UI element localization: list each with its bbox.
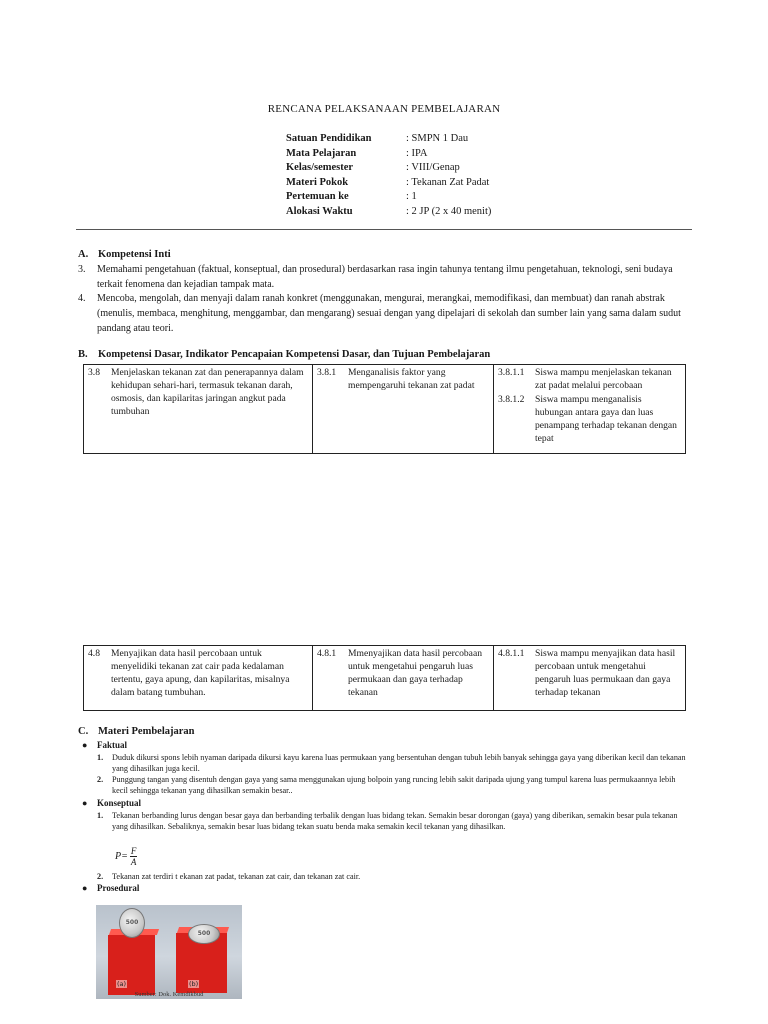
faktual-item-2 [97,774,687,796]
coin-flat-icon: 500 [188,924,220,944]
figure-label-b: (b) [189,980,199,988]
pressure-formula [115,846,137,867]
item-text: Punggung tangan yang disentuh dengan gaya yang sama menggunakan ujung bolpoin yang runcing lebih sakit daripada ujung yang tumpul karena luas permukaannya lebih kecil sehingga tekanan yang dihasilkan semakin besar.. [112,775,676,795]
section-letter: B. [78,349,88,360]
identity-row-alokasi [286,205,491,220]
tujuan-entry [498,366,681,392]
identity-label: Kelas/semester [286,162,354,174]
konseptual-item-2 [97,871,687,882]
item-text: Duduk dikursi spons lebih nyaman daripada dikursi kayu karena luas permukaan yang bersentuhan dengan tubuh lebih banyak sehingga gaya yang diberikan kecil dan tekanan yang dihasilkan juga kecil. [112,753,686,773]
prosedural-label: Prosedural [97,883,140,893]
identity-label: Pertemuan ke [286,191,349,203]
figure-caption: Sumber: Dok. Kemdikbud [134,991,204,998]
page-title: RENCANA PELAKSANAAN PEMBELAJARAN [267,103,501,115]
ipk-cell [312,365,493,453]
tujuan-code: 3.8.1.1 [498,367,525,378]
tujuan-code: 4.8.1.1 [498,648,525,659]
ki-text: Mencoba, mengolah, dan menyaji dalam ranah konkret (menggunakan, mengurai, merangkai, memodifikasi, dan membuat) dan ranah abstrak (menulis, membaca, menghitung, menggambar, dan mengarang) sesuai dengan yang dipelajari di sekolah dan sumber lain yang sama dalam sudut pandang atau teori. [97,293,681,334]
kd-cell [84,646,312,710]
ipk-code: 4.8.1 [317,648,337,659]
identity-value: : 2 JP (2 x 40 menit) [406,205,492,217]
kd-table-4-8 [83,645,686,711]
ipk-text: Menganalisis faktor yang mempengaruhi tekanan zat padat [348,367,475,391]
identity-table [286,132,491,220]
item-number: 1. [97,811,104,820]
section-title: Kompetensi Inti [98,249,171,260]
item-number: 2. [97,775,104,784]
kd-entry [88,366,308,418]
identity-label: Materi Pokok [286,176,349,188]
kd-entry [88,647,308,699]
identity-row-pertemuan [286,190,491,205]
ipk-cell [312,646,493,710]
ipk-entry [317,366,489,392]
ipk-code: 3.8.1 [317,367,337,378]
ki-text: Memahami pengetahuan (faktual, konseptual, dan prosedural) berdasarkan rasa ingin tahunya tentang ilmu pengetahuan, teknologi, seni budaya terkait fenomena dan kejadian tampak mata. [97,264,673,290]
identity-value: : IPA [406,147,428,159]
identity-value: : Tekanan Zat Padat [406,176,490,188]
formula-fraction [130,846,138,867]
kd-text: Menyajikan data hasil percobaan untuk menyelidiki tekanan zat cair pada kedalaman tertentu, gaya apung, dan kapilaritas, misalnya dalam batang tumbuhan. [111,648,290,698]
tujuan-text: Siswa mampu menyajikan data hasil percobaan untuk mengetahui pengaruh luas permukaan dan gaya terhadap tekanan [535,648,676,698]
section-c-heading [78,726,195,737]
konseptual-label: Konseptual [97,798,142,808]
identity-row-materi [286,176,491,191]
formula-numerator: F [130,846,137,856]
identity-row-satuan [286,132,491,147]
kd-text: Menjelaskan tekanan zat dan penerapannya dalam kehidupan sehari-hari, termasuk tekanan darah, osmosis, dan kapilaritas jaringan angkut pada tumbuhan [111,367,304,417]
identity-label: Alokasi Waktu [286,205,353,217]
item-text: Tekanan berbanding lurus dengan besar gaya dan berbanding terbalik dengan luas bidang tekan. Semakin besar dorongan (gaya) yang diberikan, semakin besar pula tekanan yang dihasilkan. Sebaliknya, semakin besar luas bidang tekan suatu benda maka semakin kecil tekanan yang dihasilkan. [112,811,678,831]
ki-item-4 [78,291,692,336]
ipk-entry [317,647,489,699]
section-title: Kompetensi Dasar, Indikator Pencapaian Kompetensi Dasar, dan Tujuan Pembelajaran [98,349,491,360]
figure-label-a: (a) [117,980,127,988]
identity-value: : VIII/Genap [406,162,460,174]
bullet-icon: ● [82,740,88,750]
faktual-item-1 [97,752,687,774]
identity-row-kelas [286,161,491,176]
tujuan-cell [493,365,685,453]
tujuan-entry [498,393,681,445]
identity-value: : 1 [406,191,417,203]
tujuan-entry [498,647,681,699]
formula-lhs: P= [115,851,128,862]
faktual-label: Faktual [97,740,128,750]
item-number: 2. [97,872,104,881]
bullet-icon: ● [82,883,88,893]
kd-code: 3.8 [88,367,100,378]
kd-cell [84,365,312,453]
ki-number: 4. [78,293,86,304]
experiment-photo [96,905,242,999]
item-number: 1. [97,753,104,762]
bullet-icon: ● [82,798,88,808]
faktual-heading [82,740,127,750]
kd-code: 4.8 [88,648,100,659]
formula-denominator: A [130,857,137,867]
kd-table-3-8 [83,364,686,454]
identity-label: Mata Pelajaran [286,147,357,159]
section-a-heading [78,249,171,260]
section-title: Materi Pembelajaran [98,726,195,737]
tujuan-text: Siswa mampu menjelaskan tekanan zat padat melalui percobaan [535,367,672,391]
section-b-heading [78,349,490,360]
coin-upright-icon: 500 [119,908,145,938]
identity-value: : SMPN 1 Dau [406,133,469,144]
identity-label: Satuan Pendidikan [286,133,372,144]
item-text: Tekanan zat terdiri t ekanan zat padat, tekanan zat cair, dan tekanan zat cair. [112,872,361,881]
tujuan-text: Siswa mampu menganalisis hubungan antara gaya dan luas penampang terhadap tekanan dengan tepat [535,394,677,444]
section-letter: C. [78,726,89,737]
tujuan-cell [493,646,685,710]
prosedural-heading [82,883,139,893]
tujuan-code: 3.8.1.2 [498,394,525,405]
ki-item-3 [78,262,692,292]
ipk-text: Mmenyajikan data hasil percobaan untuk mengetahui pengaruh luas permukaan dan gaya terhadap tekanan [348,648,482,698]
konseptual-heading [82,798,141,808]
konseptual-item-1 [97,810,687,832]
ki-number: 3. [78,264,86,275]
divider-line [76,229,692,230]
identity-row-mapel [286,147,491,162]
section-letter: A. [78,249,89,260]
